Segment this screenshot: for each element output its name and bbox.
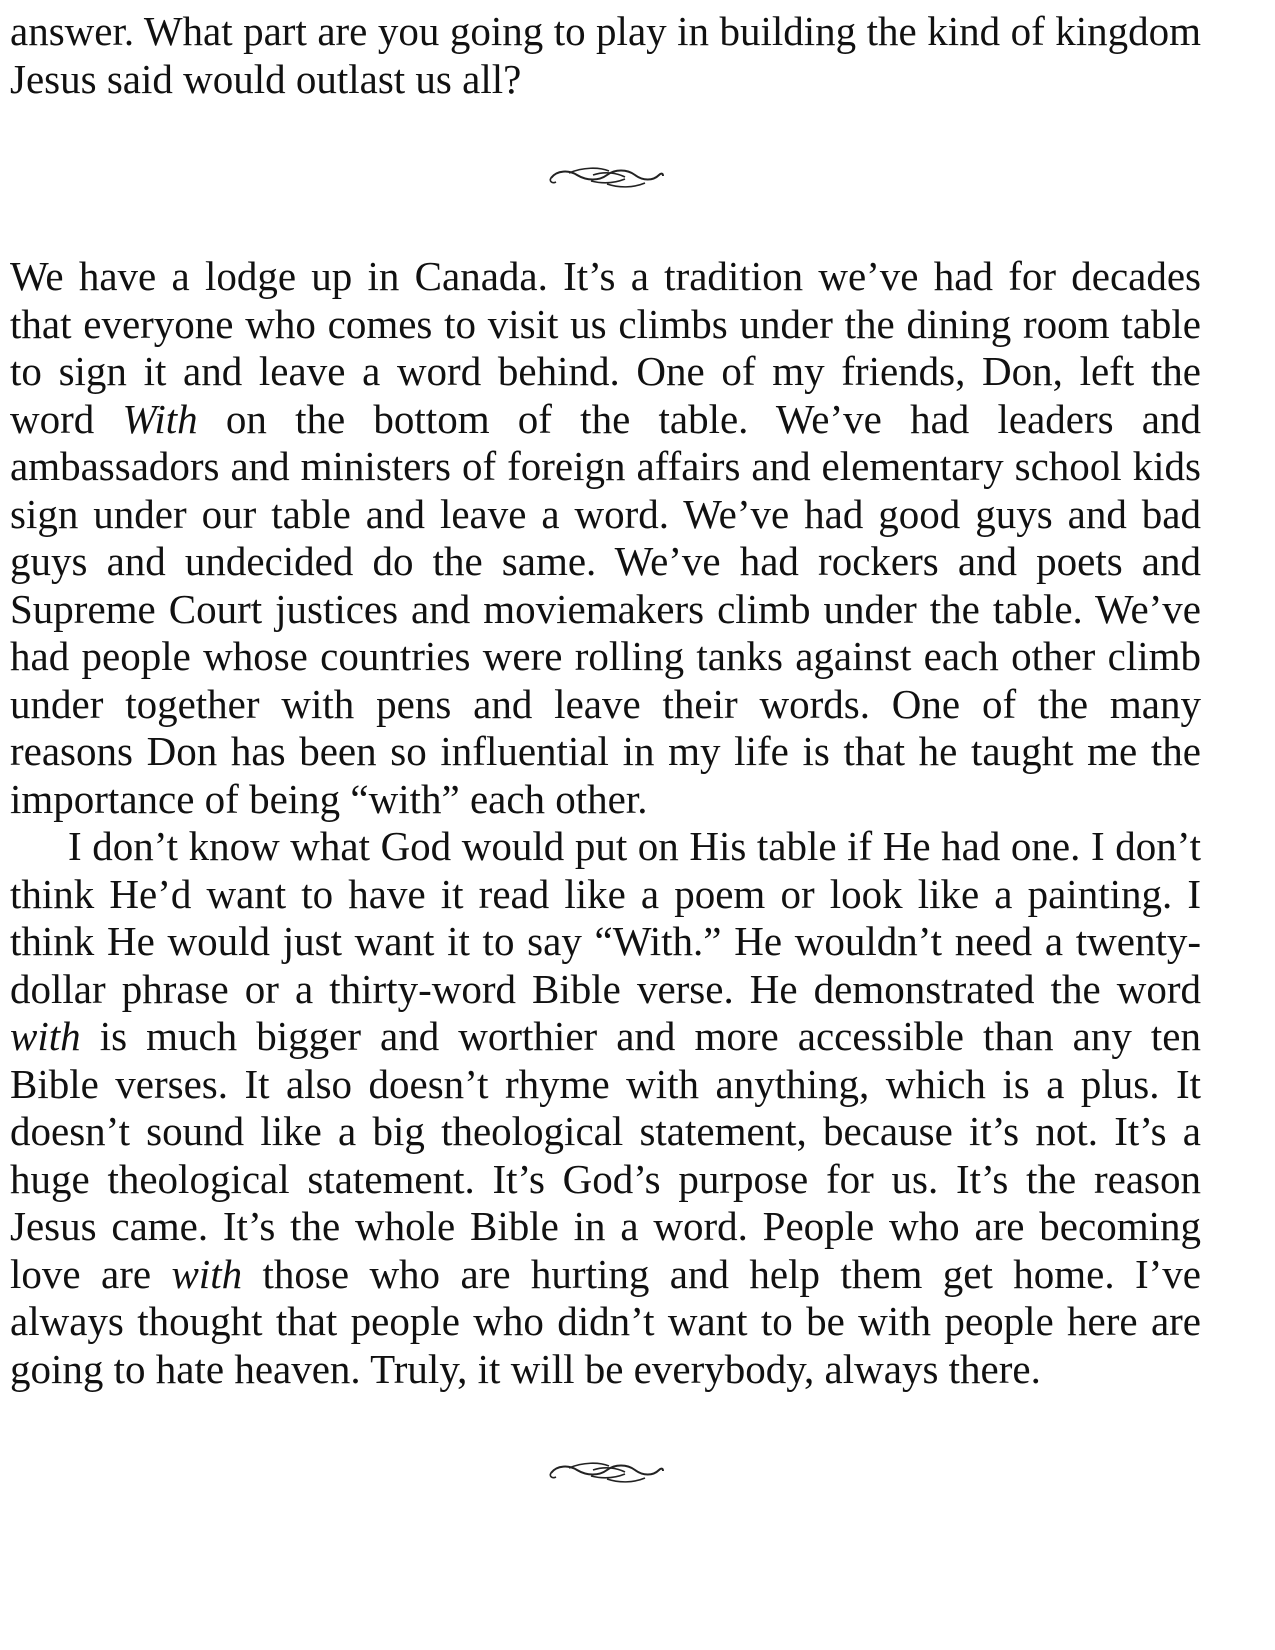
italic-word-with: With [122, 395, 198, 442]
paragraph-2-text-c: those who are hurting and help them get home. I’ve always thought that people who didn’t want to be with people here are going to hate heaven. Truly, it will be everybody, always there. [10, 1250, 1201, 1392]
book-page [10, 0, 1201, 1553]
intro-text: answer. What part are you going to play in building the kind of kingdom Jesus said would outlast us all? [10, 8, 1201, 102]
paragraph-gods-table [10, 823, 1201, 1393]
paragraph-1-text-a: We have a lodge up in Canada. It’s a tradition we’ve had for decades that everyone who comes to visit us climbs under the dining room table to sign it and leave a word behind. One of my friends, Don, left the word [10, 253, 1201, 442]
paragraph-lodge-table [10, 253, 1201, 823]
italic-word-with: with [171, 1250, 243, 1297]
paragraph-1-text-b: on the bottom of the table. We’ve had leaders and ambassadors and ministers of foreign affairs and elementary school kids sign under our table and leave a word. We’ve had good guys and bad guys and undecided do the same. We’ve had rockers and poets and Supreme Court justices and moviemakers climb under the table. We’ve had people whose countries were rolling tanks against each other climb under together with pens and leave their words. One of the many reasons Don has been so influential in my life is that he taught me the importance of being “with” each other. [10, 395, 1201, 822]
paragraph-2-text-a: I don’t know what God would put on His table if He had one. I don’t think He’d want to have it read like a poem or look like a painting. I think He would just want it to say “With.” He wouldn’t need a twenty-dollar phrase or a thirty-word Bible verse. He demonstrated the word [10, 823, 1201, 1012]
intro-paragraph [10, 8, 1201, 103]
scroll-flourish-icon [547, 1458, 665, 1488]
italic-word-with: with [10, 1013, 81, 1059]
scroll-flourish-icon [547, 163, 665, 193]
section-divider-top [10, 103, 1201, 253]
section-divider-bottom [10, 1393, 1201, 1553]
paragraph-2-text-b: is much bigger and worthier and more accessible than any ten Bible verses. It also doesn’t rhyme with anything, which is a plus. It doesn’t sound like a big theological statement, because it’s not. It’s a huge theological statement. It’s God’s purpose for us. It’s the reason Jesus came. It’s the whole Bible in a word. People who are becoming love are [10, 1013, 1201, 1297]
